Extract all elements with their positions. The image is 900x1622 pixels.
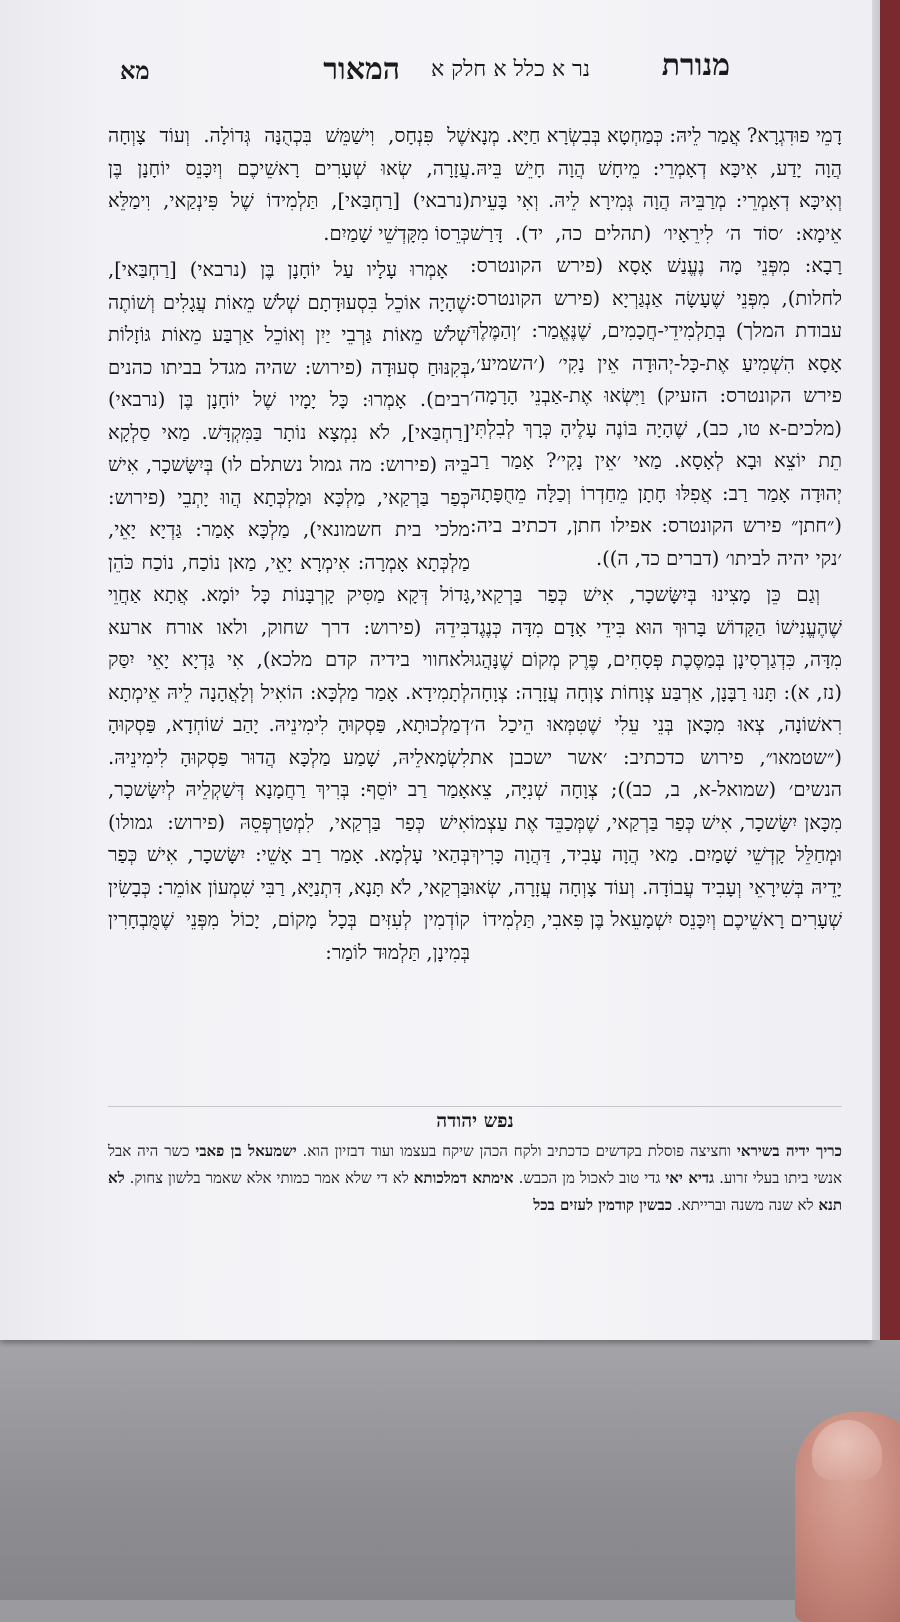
commentary-body (108, 1138, 842, 1219)
paragraph: וְגַם כֵּן מָצִינוּ בְּיִשָּׂשכָר, אִישׁ כְּפַר בַּרְקַאי, שֶׁהֶעֱנִישׁוֹ הַקָּדוֹשׁ בָּרוּךְ הוּא בִּידֵי אָדָם מִדָּה כְּנֶגֶד מִדָּה, כִּדְגַרְסִינָן בְּמַסֶּכֶת פְּסָחִים, פֶּרֶק מְקוֹם שֶׁנָּהֲגוּ (נז, א): תָּנוּ רַבָּנָן, אַרְבַּע צְוָחוֹת צָוְחָה עֲזָרָה: צְוָחָה רִאשׁוֹנָה, צְאוּ מִכָּאן בְּנֵי עֵלִי שֶׁטִּמְּאוּ הֵיכַל ה׳ (״שטמאו״, פירוש כדכתיב: ׳אשר ישכבן את הנשים׳ (שמואל-א, ב, כב)); צְוָחָה שְׁנִיָּה, צֵא מִכָּאן יִשָּׂשכָר, אִישׁ כְּפַר בַּרְקַאי, שֶׁמְּכַבֵּד אֶת עַצְמוֹ וּמְחַלֵּל קָדְשֵׁי שָׁמַיִם. מַאי הֲוָה עָבִיד, דַּהֲוָה כָּרִיךְ יָדֵיהּ בְּשִׁירָאֵי וְעָבִיד עֲבוֹדָה. וְעוֹד צָוְחָה עֲזָרָה, שְׂאוּ שְׁעָרִים רָאשֵׁיכֶם וְיִכָּנֵס יִשְׁמָעֵאל בֶּן פִּאבִי, תַּלְמִידוֹ (470, 583, 842, 931)
paragraph: אָמְרוּ עָלָיו עַל יוֹחָנָן בֶּן (נרבאי) [רַחְבַּאי], שֶׁהָיָה אוֹכֵל בִּסְעוּדָתָם שְׁלֹשׁ מֵאוֹת עֲגָלִים וְשׁוֹתֶה שְׁלֹשׁ מֵאוֹת גַּרְבֵי יַיִן וְאוֹכֵל אַרְבַּע מֵאוֹת גּוֹזָלוֹת בְּקִנּוּחַ סְעוּדָה (פירוש: שהיה מגדל בביתו כהנים רבים). אָמְרוּ: כָּל יָמָיו שֶׁל יוֹחָנָן בֶּן (נרבאי) [רַחְבַּאי], לֹא נִמְצָא נוֹתָר בַּמִּקְדָּשׁ. מַאי סַלְקָא בֵּיהּ (פירוש: מה גמול נשתלם לו) בְּיִשָּׂשכָר, אִישׁ כְּפַר בַּרְקַאי, מַלְכָּא וּמַלְכְּתָא הֲווּ יָתְבֵי (פירוש: מלכי בית חשמונאי), מַלְכָּא אָמַר: גַּדְיָא יָאֵי, מַלְכְּתָא אָמְרָה: אִימְרָא יָאֵי, מַאן נוֹכַח, נוֹכַח כֹּהֵן גָּדוֹל דְּקָא מַסִּיק קָרְבָּנוֹת כָּל יוֹמָא. אֲתָא אַחֲוֵי בִּידֵהּ (פירוש: דרך שחוק, ולאו אורח ארעא לאחווי בידיה קדם מלכא), אִי גַּדְיָא יָאֵי יִסַּק לְתָמִידָא. אָמַר מַלְכָּא: הוֹאִיל וְלָאֲהָנָה לֵיהּ אֵימְתָא דְמַלְכוּתָא, פַּסְקוּהָ לִימִינֵיהּ. יָהַב שׁוֹחְדָא, פַּסְקוּהָ לִשְׂמָאלֵיהּ, שָׁמַע מַלְכָּא הֲדוּר פַּסְקוּהָ לִימִינֵיהּ. אָמַר רַב יוֹסֵף: בְּרִיךְ רַחֲמָנָא דְּשַׁקְלֵיהּ לְיִשָּׂשכָר, אִישׁ כְּפַר בַּרְקַאי, לִמְטַרְפְּסֵהּ (פירוש: גמולו) בְּהַאי עָלְמָא. אָמַר רַב אָשֵׁי: יִשָּׂשכָר, אִישׁ כְּפַר בַּרְקַאי, לֹא תָּנָא, דִּתְנַיָּא, רַבִּי שִׁמְעוֹן אוֹמֵר: כְּבָשִׂין קוֹדְמִין לְעִזִּים בְּכָל מָקוֹם, יָכוֹל מִפְּנֵי שֶׁמֻּבְחָרִין בְּמִינָן, תַּלְמוּד לוֹמַר: (108, 258, 470, 964)
page-number: מא (120, 56, 150, 85)
section-label: נר א כלל א חלק א (431, 57, 590, 82)
commentary-lemma: גדיא יאי (665, 1169, 715, 1187)
commentary-text: וחציצה פוסלת בקדשים כדכתיב ולקח הכהן שיקח בעצמו ועוד דבזיון הוא. (296, 1142, 737, 1160)
commentary-text: גדי טוב לאכול מן הכבש. (513, 1169, 666, 1187)
commentary-title: נפש יהודה (436, 1110, 514, 1132)
commentary-lemma: כריך ידיה בשיראי (736, 1142, 842, 1160)
commentary-divider (108, 1106, 842, 1107)
paragraph: שֶׁל פִּנְחָס, וִישַׁמֵּשׁ בִּכְהֻנָּה גְּדוֹלָה. וְעוֹד צָוְחָה עֲזָרָה, שְׂאוּ שְׁעָרִים רָאשֵׁיכֶם וְיִכָּנֵס יוֹחָנָן בֶּן (נרבאי) [רַחְבַּאי], תַּלְמִידוֹ שֶׁל פִּינְקַאי, וִימַלֵּא כְּרֵסוֹ מִקָּדְשֵׁי שָׁמַיִם. (108, 124, 470, 245)
table-surface (0, 1330, 900, 1600)
paragraph: דָמֵי פוּדִגְרָא? אֲמַר לֵיהּ: כְּמַחְטָא בְּבִשְׂרָא חַיָּא. מְנָא הֲוָה יָדַע, אִיכָּא דְאָמְרֵי: מֵיחָשׁ הֲוָה חָיֵשׁ בֵּיהּ. וְאִיכָּא דְאָמְרֵי: מְרַבֵּיהּ הֲוָה גְּמִירָא לֵיהּ. וְאִי בָּעֵית אֵימָא: ׳סוֹד ה׳ לִירֵאָיו׳ (תהלים כה, יד). דָּרַשׁ רָבָא: מִפְּנֵי מָה נֶעֱנַשׁ אָסָא (פירש הקונטרס: לחלות), מִפְּנֵי שֶׁעָשָׂה אַנְגַּרְיָא (פירש הקונטרס: עבודת המלך) בְּתַלְמִידֵי-חֲכָמִים, שֶׁנֶּאֱמַר: ׳וְהַמֶּלֶךְ אָסָא הִשְׁמִיעַ אֶת-כָּל-יְהוּדָה אֵין נָקִי׳ (׳השמיע׳, פירש הקונטרס: הזעיק) וַיִּשְׂאוּ אֶת-אַבְנֵי הָרָמָה׳ (מלכים-א טו, כב), שֶׁהָיָה בּוֹנֶה עָלֶיהָ כְּרָךְ לְבִלְתִּי תֵת יוֹצֵא וּבָא לְאָסָא. מַאי ׳אֵין נָקִי׳? אָמַר רַב יְהוּדָה אָמַר רַב: אֲפִלּוּ חָתָן מֵחַדְרוֹ וְכַלָּה מֵחֻפָּתָהּ (״חתן״ פירש הקונטרס: אפילו חתן, דכתיב ביה: ׳נקי יהיה לביתו׳ (דברים כד, ה)). (470, 124, 842, 570)
commentary-lemma: לא תנא (108, 1169, 842, 1214)
commentary-lemma: אימתא דמלכותא (413, 1169, 514, 1187)
commentary-text: כשר היה אבל אנשי ביתו בעלי זרוע. (108, 1142, 843, 1187)
book-title-word-2: המאור (323, 52, 400, 87)
commentary-text: לא די שלא אמר כמותי אלא שאמר בלשון צחוק. (124, 1169, 414, 1187)
book-cover (880, 0, 900, 1340)
text-column-right (470, 120, 842, 941)
commentary-text: לא שנה משנה וברייתא. (672, 1196, 819, 1214)
commentary-lemma: כבשין קודמין לעזים בכל (533, 1196, 673, 1214)
text-column-left (108, 120, 470, 973)
running-head (120, 48, 730, 98)
commentary-lemma: ישמעאל בן פאבי (195, 1142, 297, 1160)
book-title-word-1: מנורת (661, 48, 730, 83)
